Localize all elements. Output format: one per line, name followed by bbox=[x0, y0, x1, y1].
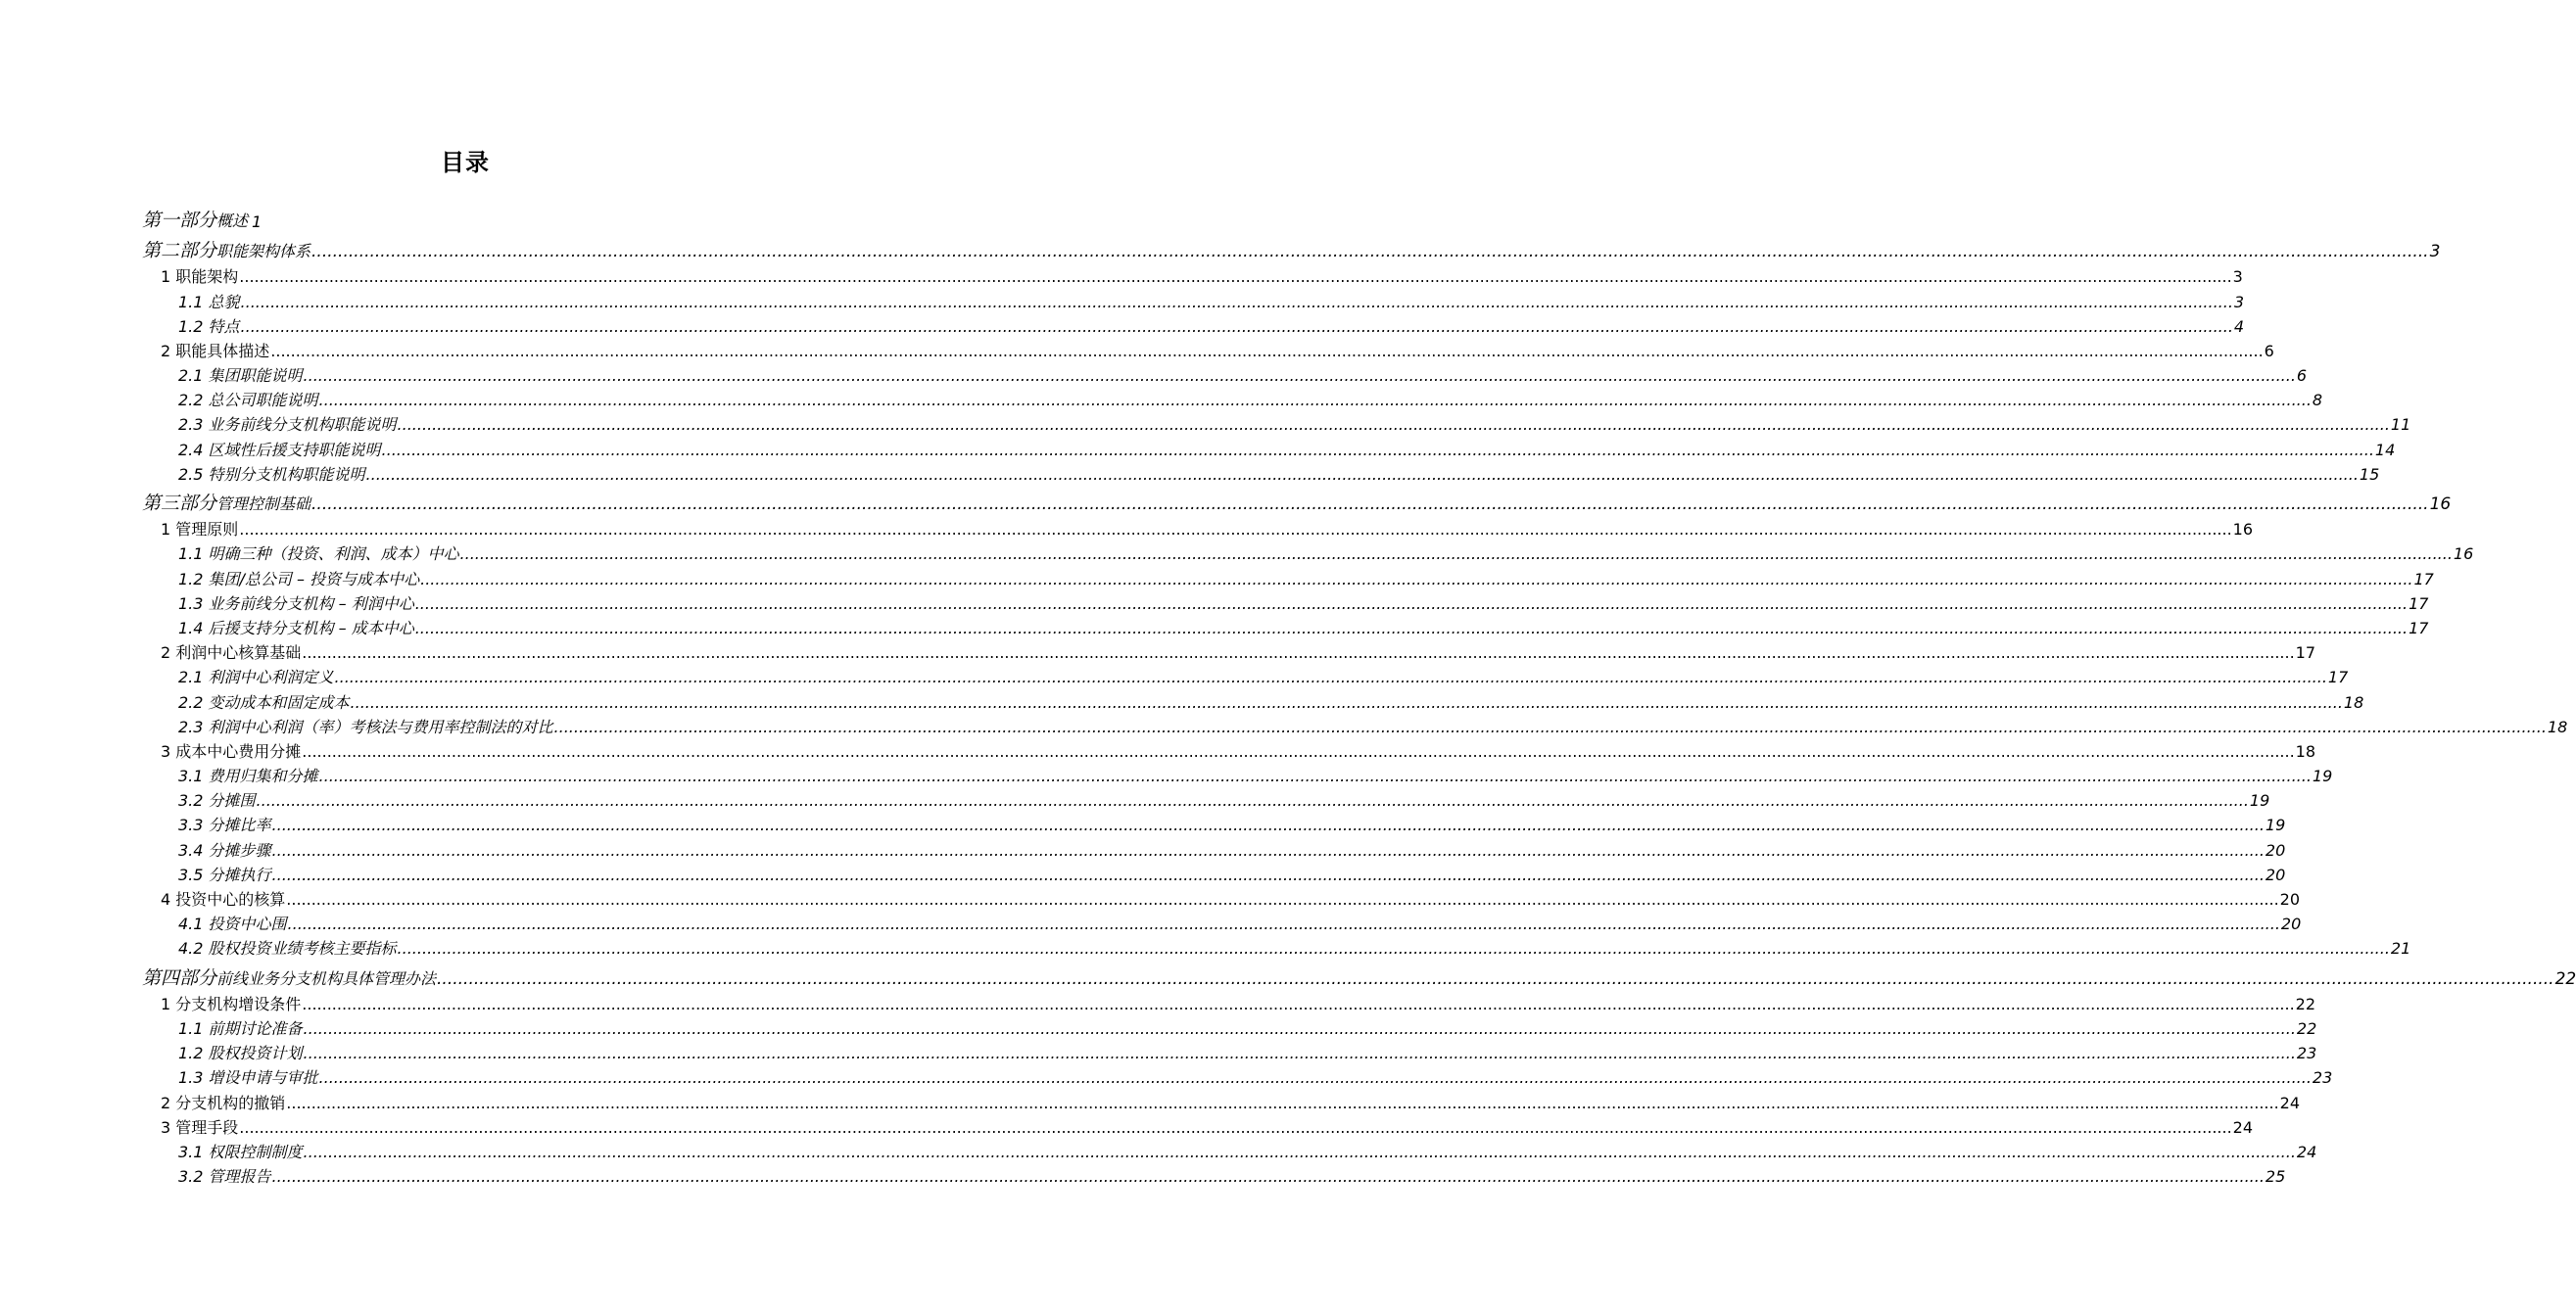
toc-page-number: 20 bbox=[2265, 840, 2286, 860]
toc-page-number: 4 bbox=[2233, 316, 2245, 336]
toc-entry-label: 2.4 区域性后援支持职能说明 bbox=[178, 440, 381, 459]
toc-entry[interactable] bbox=[142, 863, 2286, 887]
toc-entry[interactable] bbox=[142, 1115, 2254, 1140]
toc-page-number: 8 bbox=[2312, 391, 2323, 410]
toc-entry[interactable] bbox=[142, 264, 2243, 289]
toc-entry-label: 1 分支机构增设条件 bbox=[161, 994, 302, 1013]
toc-leader-dots: ................................................................................................................................................................................................................................................................................................................................................................................................................ bbox=[318, 767, 2312, 786]
toc-page-number: 24 bbox=[2232, 1117, 2254, 1137]
toc-leader-dots: ................................................................................................................................................................................................................................................................................................................................................................................................................ bbox=[303, 1044, 2296, 1063]
toc-part-heading: 第三部分 bbox=[142, 493, 217, 515]
toc-leader-dots: ................................................................................................................................................................................................................................................................................................................................................................................................................ bbox=[302, 741, 2295, 761]
toc-entry[interactable] bbox=[142, 413, 2411, 438]
toc-leader-dots: ................................................................................................................................................................................................................................................................................................................................................................................................................ bbox=[239, 1117, 2232, 1137]
toc-entry[interactable] bbox=[142, 814, 2286, 838]
toc-entry[interactable] bbox=[142, 715, 2568, 739]
toc-page-number: 17 bbox=[2409, 593, 2429, 613]
toc-entry-label: 2.2 变动成本和固定成本 bbox=[178, 692, 350, 712]
toc-leader-dots: ................................................................................................................................................................................................................................................................................................................................................................................................................ bbox=[240, 292, 2233, 311]
toc-page-number: 6 bbox=[2296, 366, 2308, 386]
toc-page-number: 18 bbox=[2295, 741, 2316, 761]
toc-entry-label: 3.1 权限控制制度 bbox=[178, 1142, 303, 1161]
toc-leader-dots: ................................................................................................................................................................................................................................................................................................................................................................................................................ bbox=[286, 890, 2279, 910]
toc-page-number: 16 bbox=[2429, 494, 2452, 515]
toc-leader-dots: ................................................................................................................................................................................................................................................................................................................................................................................................................ bbox=[239, 267, 2232, 287]
toc-page-number: 22 bbox=[2296, 1018, 2317, 1038]
toc-entry-label: 1.3 业务前线分支机构 – 利润中心 bbox=[178, 593, 414, 613]
toc-part-title: 概述 bbox=[216, 211, 249, 230]
toc-entry-label: 4.2 股权投资业绩考核主要指标 bbox=[178, 939, 397, 959]
table-of-contents bbox=[142, 209, 2576, 1189]
toc-entry-label: 2.1 利润中心利润定义 bbox=[178, 668, 334, 687]
toc-entry[interactable] bbox=[142, 1164, 2286, 1189]
toc-entry-label: 3.3 分摊比率 bbox=[178, 816, 271, 835]
toc-entry[interactable] bbox=[142, 290, 2245, 314]
toc-page-number: 18 bbox=[2343, 692, 2364, 712]
toc-leader-dots: ................................................................................................................................................................................................................................................................................................................................................................................................................ bbox=[459, 544, 2453, 564]
toc-leader-dots: ................................................................................................................................................................................................................................................................................................................................................................................................................ bbox=[270, 341, 2264, 360]
toc-leader-dots: ................................................................................................................................................................................................................................................................................................................................................................................................................ bbox=[240, 316, 2233, 336]
toc-page-number: 20 bbox=[2279, 890, 2301, 910]
toc-leader-dots: ................................................................................................................................................................................................................................................................................................................................................................................................................ bbox=[271, 1167, 2265, 1187]
toc-page-number: 20 bbox=[2280, 915, 2302, 934]
toc-entry[interactable] bbox=[142, 567, 2434, 591]
toc-entry-label: 4 投资中心的核算 bbox=[161, 890, 286, 910]
toc-page-number: 14 bbox=[2374, 440, 2396, 459]
toc-entry-label: 2.3 利润中心利润（率）考核法与费用率控制法的对比 bbox=[178, 717, 553, 736]
toc-part-title: 管理控制基础 bbox=[216, 494, 311, 514]
toc-entry-label: 1.2 股权投资计划 bbox=[178, 1044, 303, 1063]
toc-entry-label: 2 分支机构的撤销 bbox=[161, 1093, 286, 1112]
toc-leader-dots: ................................................................................................................................................................................................................................................................................................................................................................................................................ bbox=[397, 415, 2390, 435]
toc-page-number: 11 bbox=[2390, 415, 2411, 435]
toc-part-heading: 第二部分 bbox=[142, 240, 217, 262]
toc-entry[interactable] bbox=[142, 912, 2302, 936]
toc-entry-label: 3.2 分摊围 bbox=[178, 791, 256, 811]
toc-leader-dots: ................................................................................................................................................................................................................................................................................................................................................................................................................ bbox=[334, 668, 2327, 687]
toc-page-number: 16 bbox=[2453, 544, 2474, 564]
toc-entry[interactable] bbox=[142, 1140, 2317, 1164]
toc-entry-label: 1.1 明确三种（投资、利润、成本）中心 bbox=[178, 544, 459, 564]
toc-entry-label: 2.3 业务前线分支机构职能说明 bbox=[178, 415, 397, 435]
toc-page-number: 3 bbox=[2429, 242, 2441, 262]
toc-entry-label: 3 成本中心费用分摊 bbox=[161, 741, 302, 761]
toc-entry-label bbox=[142, 209, 248, 234]
toc-leader-dots: ................................................................................................................................................................................................................................................................................................................................................................................................................ bbox=[303, 366, 2296, 386]
toc-entry-label: 1 职能架构 bbox=[161, 267, 239, 287]
toc-entry[interactable] bbox=[142, 739, 2316, 764]
toc-entry[interactable] bbox=[142, 966, 2576, 992]
toc-leader-dots: ................................................................................................................................................................................................................................................................................................................................................................................................................ bbox=[271, 840, 2265, 860]
toc-page-number: 3 bbox=[2233, 292, 2245, 311]
toc-entry[interactable] bbox=[142, 240, 2441, 264]
toc-entry[interactable] bbox=[142, 690, 2364, 715]
toc-page-number: 3 bbox=[2232, 267, 2243, 287]
toc-entry-label: 1.4 后援支持分支机构 – 成本中心 bbox=[178, 618, 414, 637]
toc-entry[interactable] bbox=[142, 493, 2452, 517]
toc-page-number: 15 bbox=[2359, 464, 2380, 484]
toc-leader-dots: ................................................................................................................................................................................................................................................................................................................................................................................................................ bbox=[381, 440, 2374, 459]
toc-leader-dots: ................................................................................................................................................................................................................................................................................................................................................................................................................ bbox=[318, 1068, 2312, 1088]
toc-leader-dots: ................................................................................................................................................................................................................................................................................................................................................................................................................ bbox=[311, 242, 2429, 262]
toc-entry[interactable] bbox=[142, 838, 2286, 863]
toc-entry[interactable] bbox=[142, 339, 2274, 363]
toc-leader-dots: ................................................................................................................................................................................................................................................................................................................................................................................................................ bbox=[414, 618, 2409, 637]
toc-leader-dots: ................................................................................................................................................................................................................................................................................................................................................................................................................ bbox=[420, 569, 2413, 588]
toc-leader-dots: ................................................................................................................................................................................................................................................................................................................................................................................................................ bbox=[239, 520, 2232, 540]
toc-entry-label: 1.2 特点 bbox=[178, 316, 240, 336]
toc-entry-label: 3 管理手段 bbox=[161, 1117, 239, 1137]
toc-entry[interactable] bbox=[142, 764, 2333, 788]
toc-part-heading: 第四部分 bbox=[142, 966, 217, 989]
toc-entry-label: 1.3 增设申请与审批 bbox=[178, 1068, 318, 1088]
toc-page-number: 21 bbox=[2390, 939, 2411, 959]
toc-leader-dots: ................................................................................................................................................................................................................................................................................................................................................................................................................ bbox=[437, 968, 2554, 989]
toc-part-title: 前线业务分支机构具体管理办法 bbox=[216, 968, 437, 988]
toc-page-number: 17 bbox=[2295, 643, 2316, 663]
toc-page-number: 23 bbox=[2296, 1044, 2317, 1063]
toc-page-number: 17 bbox=[2409, 618, 2429, 637]
toc-entry[interactable] bbox=[142, 541, 2474, 566]
toc-entry[interactable] bbox=[142, 388, 2323, 412]
toc-leader-dots: ................................................................................................................................................................................................................................................................................................................................................................................................................ bbox=[271, 816, 2265, 835]
toc-leader-dots: ................................................................................................................................................................................................................................................................................................................................................................................................................ bbox=[350, 692, 2343, 712]
toc-page-number: 22 bbox=[2295, 994, 2316, 1013]
toc-entry-label: 3.2 管理报告 bbox=[178, 1167, 271, 1187]
toc-leader-dots: ................................................................................................................................................................................................................................................................................................................................................................................................................ bbox=[553, 717, 2547, 736]
toc-page-number: 17 bbox=[2413, 569, 2434, 588]
toc-entry[interactable] bbox=[142, 788, 2270, 813]
toc-page-number: 18 bbox=[2547, 717, 2568, 736]
toc-entry-label: 2 职能具体描述 bbox=[161, 341, 270, 360]
toc-entry[interactable] bbox=[142, 665, 2349, 689]
toc-entry-label: 1.1 前期讨论准备 bbox=[178, 1018, 303, 1038]
toc-page-number: 19 bbox=[2249, 791, 2270, 811]
toc-page-number: 1 bbox=[252, 212, 262, 231]
toc-page-number: 17 bbox=[2327, 668, 2349, 687]
page-title: 目录 bbox=[441, 149, 490, 176]
toc-entry-label: 3.5 分摊执行 bbox=[178, 865, 271, 884]
toc-entry[interactable] bbox=[142, 1065, 2333, 1090]
toc-entry-label: 3.4 分摊步骤 bbox=[178, 840, 271, 860]
toc-leader-dots: ................................................................................................................................................................................................................................................................................................................................................................................................................ bbox=[414, 593, 2409, 613]
toc-entry[interactable] bbox=[142, 887, 2301, 912]
toc-entry[interactable] bbox=[142, 363, 2308, 388]
toc-part-title: 职能架构体系 bbox=[216, 242, 311, 261]
toc-page-number: 25 bbox=[2265, 1167, 2286, 1187]
toc-entry-label bbox=[142, 492, 310, 517]
toc-entry-label: 2.5 特别分支机构职能说明 bbox=[178, 464, 365, 484]
toc-entry[interactable] bbox=[142, 936, 2411, 961]
toc-page-number: 22 bbox=[2554, 968, 2576, 989]
toc-page-number: 23 bbox=[2312, 1068, 2333, 1088]
toc-entry[interactable] bbox=[142, 1091, 2301, 1115]
toc-leader-dots: ................................................................................................................................................................................................................................................................................................................................................................................................................ bbox=[397, 939, 2390, 959]
toc-entry[interactable] bbox=[142, 640, 2316, 665]
toc-entry[interactable] bbox=[142, 438, 2396, 462]
toc-entry-label: 2.2 总公司职能说明 bbox=[178, 391, 318, 410]
toc-entry[interactable] bbox=[142, 462, 2380, 487]
toc-entry-label bbox=[142, 966, 436, 992]
toc-page-number: 16 bbox=[2232, 520, 2254, 540]
toc-entry-label bbox=[142, 239, 310, 264]
toc-leader-dots: ................................................................................................................................................................................................................................................................................................................................................................................................................ bbox=[318, 391, 2312, 410]
toc-entry-label: 1.2 集团/总公司 – 投资与成本中心 bbox=[178, 569, 420, 588]
toc-leader-dots: ................................................................................................................................................................................................................................................................................................................................................................................................................ bbox=[302, 643, 2295, 663]
toc-part-heading: 第一部分 bbox=[142, 209, 217, 231]
toc-entry-label: 1.1 总貌 bbox=[178, 292, 240, 311]
toc-entry[interactable] bbox=[142, 210, 790, 234]
toc-leader-dots: ................................................................................................................................................................................................................................................................................................................................................................................................................ bbox=[256, 791, 2249, 811]
toc-page-number: 19 bbox=[2312, 767, 2333, 786]
toc-entry-label: 2 利润中心核算基础 bbox=[161, 643, 302, 663]
toc-leader-dots: ................................................................................................................................................................................................................................................................................................................................................................................................................ bbox=[311, 494, 2429, 515]
toc-entry[interactable] bbox=[142, 616, 2429, 640]
toc-entry-label: 4.1 投资中心围 bbox=[178, 915, 287, 934]
toc-entry-label: 3.1 费用归集和分摊 bbox=[178, 767, 318, 786]
toc-leader-dots: ................................................................................................................................................................................................................................................................................................................................................................................................................ bbox=[287, 915, 2280, 934]
toc-entry[interactable] bbox=[142, 591, 2429, 616]
toc-entry[interactable] bbox=[142, 517, 2254, 541]
toc-page-number: 20 bbox=[2265, 865, 2286, 884]
toc-entry[interactable] bbox=[142, 1016, 2317, 1041]
toc-page-number: 19 bbox=[2265, 816, 2286, 835]
toc-entry[interactable] bbox=[142, 992, 2316, 1016]
toc-page-number: 24 bbox=[2279, 1093, 2301, 1112]
toc-leader-dots: ................................................................................................................................................................................................................................................................................................................................................................................................................ bbox=[303, 1018, 2296, 1038]
toc-leader-dots: ................................................................................................................................................................................................................................................................................................................................................................................................................ bbox=[365, 464, 2359, 484]
toc-entry-label: 2.1 集团职能说明 bbox=[178, 366, 303, 386]
toc-page-number: 6 bbox=[2264, 341, 2274, 360]
toc-page-number: 24 bbox=[2296, 1142, 2317, 1161]
toc-leader-dots: ................................................................................................................................................................................................................................................................................................................................................................................................................ bbox=[302, 994, 2295, 1013]
toc-leader-dots: ................................................................................................................................................................................................................................................................................................................................................................................................................ bbox=[271, 865, 2265, 884]
toc-entry[interactable] bbox=[142, 314, 2245, 339]
toc-leader-dots: ................................................................................................................................................................................................................................................................................................................................................................................................................ bbox=[303, 1142, 2296, 1161]
toc-entry[interactable] bbox=[142, 1041, 2317, 1065]
toc-entry-label: 1 管理原则 bbox=[161, 520, 239, 540]
toc-leader-dots: ................................................................................................................................................................................................................................................................................................................................................................................................................ bbox=[286, 1093, 2279, 1112]
